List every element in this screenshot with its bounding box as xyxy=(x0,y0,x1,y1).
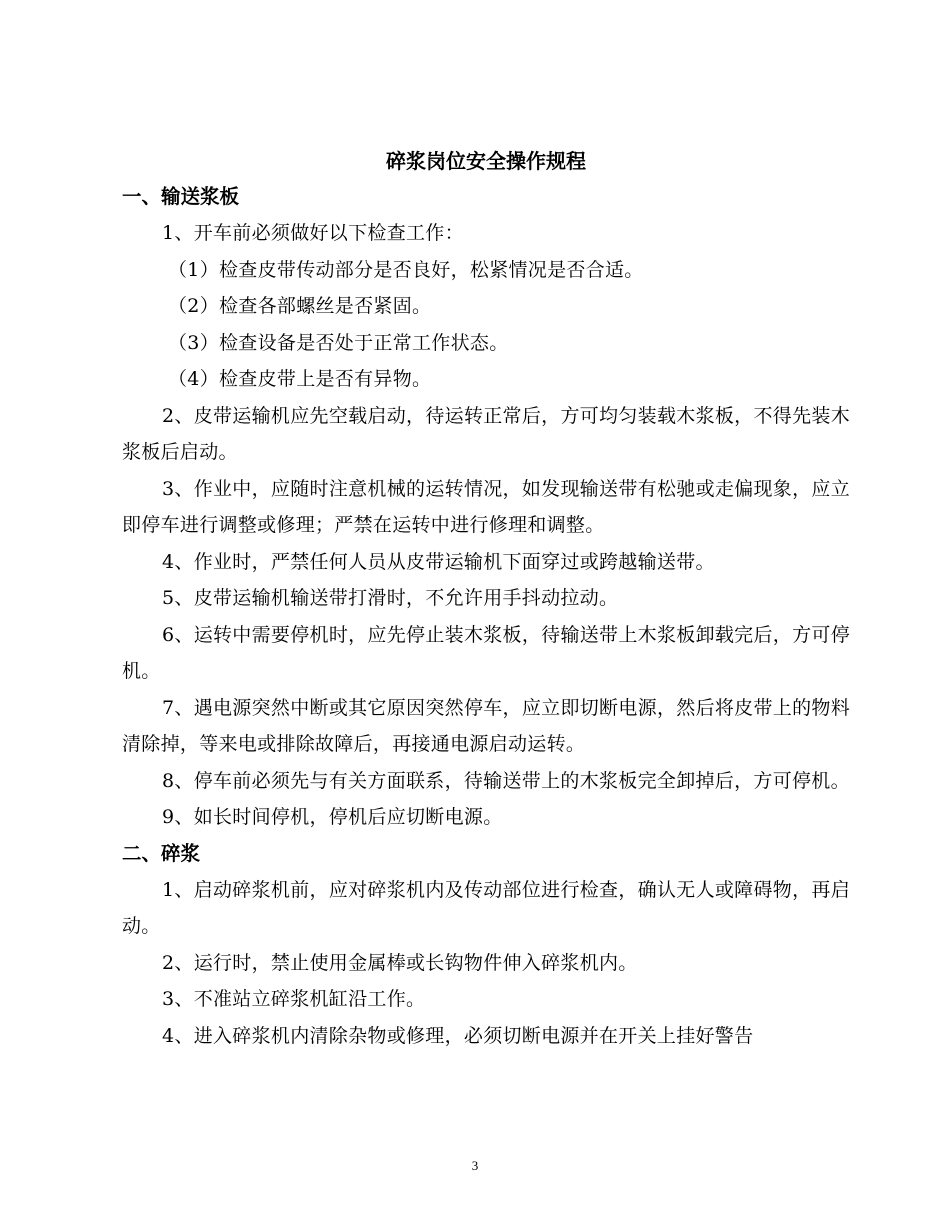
paragraph: 3、不准站立碎浆机缸沿工作。 xyxy=(162,988,426,1010)
paragraph: 3、作业中，应随时注意机械的运转情况，如发现输送带有松驰或走偏现象，应立即停车进行调整或修理；严禁在运转中进行修理和调整。 xyxy=(122,477,850,536)
page-number: 3 xyxy=(471,1158,479,1173)
paragraph: 5、皮带运输机输送带打滑时，不允许用手抖动拉动。 xyxy=(162,587,619,609)
paragraph: 2、皮带运输机应先空载启动，待运转正常后，方可均匀装载木浆板，不得先装木浆板后启动。 xyxy=(122,404,850,463)
paragraph: 1、开车前必须做好以下检查工作： xyxy=(162,222,464,244)
sub-paragraph: （3）检查设备是否处于正常工作状态。 xyxy=(168,331,509,354)
section-heading-pulping: 二、碎浆 xyxy=(122,841,201,865)
paragraph: 8、停车前必须先与有关方面联系，待输送带上的木浆板完全卸掉后，方可停机。 xyxy=(162,769,850,792)
sub-paragraph: （4）检查皮带上是否有异物。 xyxy=(168,368,432,390)
document-title: 碎浆岗位安全操作规程 xyxy=(386,149,586,173)
paragraph: 2、运行时，禁止使用金属棒或长钩物件伸入碎浆机内。 xyxy=(162,951,638,974)
paragraph: 6、运转中需要停机时，应先停止装木浆板，待输送带上木浆板卸载完后，方可停机。 xyxy=(122,623,850,682)
paragraph: 7、遇电源突然中断或其它原因突然停车，应立即切断电源，然后将皮带上的物料清除掉，等来电或排除故障后，再接通电源启动运转。 xyxy=(122,696,850,755)
paragraph: 1、启动碎浆机前，应对碎浆机内及传动部位进行检查，确认无人或障碍物，再启动。 xyxy=(122,878,850,937)
paragraph: 9、如长时间停机，停机后应切断电源。 xyxy=(162,806,503,828)
paragraph: 4、作业时，严禁任何人员从皮带运输机下面穿过或跨越输送带。 xyxy=(162,550,715,573)
sub-paragraph: （1）检查皮带传动部分是否良好，松紧情况是否合适。 xyxy=(168,258,644,281)
document-body xyxy=(122,146,850,1054)
sub-paragraph: （2）检查各部螺丝是否紧固。 xyxy=(168,295,432,317)
paragraph: 4、进入碎浆机内清除杂物或修理，必须切断电源并在开关上挂好警告 xyxy=(162,1024,754,1047)
section-heading-conveying: 一、输送浆板 xyxy=(122,185,240,208)
